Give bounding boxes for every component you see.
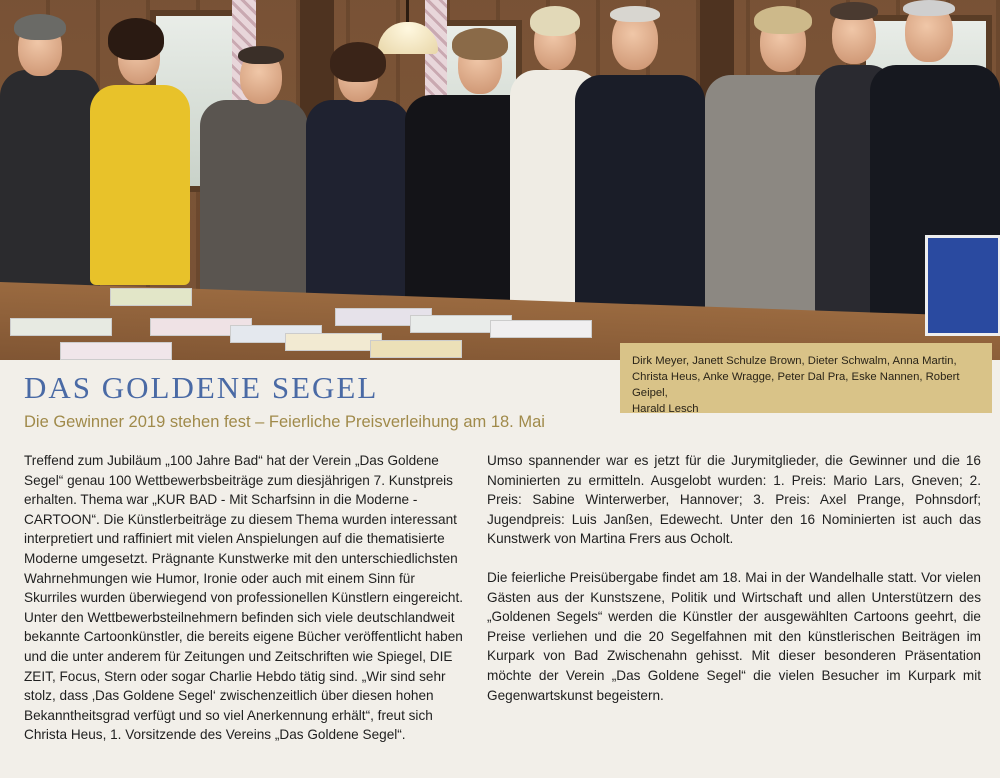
curtain	[425, 0, 447, 110]
right-column	[487, 451, 981, 724]
paragraph: Umso spannender war es jetzt für die Jurymitglieder, die Gewinner und die 16 Nominierten zu ermitteln. Ausgelobt wurden: 1. Preis: Mario Lars, Gneven; 2. Preis: Sabine Winterwerber, Hannover; 3. Preis: Axel Prange, Pohnsdorf; Jugendpreis: Luis Janßen, Edewecht. Unter den 16 Nominierten ist auch das Kunstwerk von Martina Frers aus Ocholt.	[487, 453, 981, 547]
cartoon-print	[110, 288, 192, 306]
cartoon-print	[60, 342, 172, 360]
paragraph: Treffend zum Jubiläum „100 Jahre Bad“ hat der Verein „Das Goldene Segel“ genau 100 Wettbewerbsbeiträge zum diesjährigen 7. Kunstpreis erhalten. Thema war „KUR BAD - Mit Scharfsinn in die Moderne - CARTOON“. Die Künstlerbeiträge zu diesem Thema wurden interessant interpretiert und raffiniert mit vielen Anspielungen auf die thematisierte Moderne umgesetzt. Prägnante Kunstwerke mit den unterschiedlichsten Wahrnehmungen wie Humor, Ironie oder auch mit einem Sinn für Skurriles wurden überwiegend von professionellen Künstlern eingereicht. Unter den Wettbewerbsteilnehmern befinden sich viele deutschlandweit bekannte Cartoonkünstler, die bereits eigene Bücher veröffentlicht haben und die unter anderem für Zeitungen und Zeitschriften wie Spiegel, DIE ZEIT, Focus, Stern oder sogar Charlie Hebdo tätig sind. „Wir sind sehr stolz, dass ‚Das Goldene Segel‘ zwischenzeitlich über diesen hohen Bekanntheitsgrad verfügt und so viel Anerkennung erhält“, freut sich Christa Heus, 1. Vorsitzende des Vereins „Das Goldene Segel“.	[24, 453, 464, 743]
lamp-cord	[406, 0, 409, 24]
paragraph: Die feierliche Preisübergabe findet am 18. Mai in der Wandelhalle statt. Vor vielen Gästen aus der Kunstszene, Politik und Wirtschaft und allen Unterstützern des „Goldenen Segels“ werden die Künstler der ausgewählten Cartoons geehrt, die Preise verliehen und die 20 Segelfahnen mit den künstlerischen Beiträgen im Kurpark von Bad Zwischenahn gehisst. Mit dieser besonderen Präsentation möchte der Verein „Das Goldene Segel“ die vielen Besucher im Kurpark mit Gegenwartskunst begeistern.	[487, 569, 981, 703]
article-subtitle: Die Gewinner 2019 stehen fest – Feierliche Preisverleihung am 18. Mai	[24, 413, 545, 431]
photo-caption	[620, 343, 992, 413]
caption-line: Dirk Meyer, Janett Schulze Brown, Dieter Schwalm, Anna Martin,	[632, 355, 957, 367]
cartoon-print	[10, 318, 112, 336]
left-column	[24, 451, 464, 764]
cartoon-print	[490, 320, 592, 338]
caption-line: Christa Heus, Anke Wragge, Peter Dal Pra, Eske Nannen, Robert Geipel,	[632, 371, 960, 399]
cartoon-print	[285, 333, 382, 351]
article-title: DAS GOLDENE SEGEL	[24, 370, 379, 405]
caption-line: Harald Lesch	[632, 403, 699, 415]
cartoon-print	[370, 340, 462, 358]
group-photo	[0, 0, 1000, 360]
poster	[925, 235, 1000, 336]
